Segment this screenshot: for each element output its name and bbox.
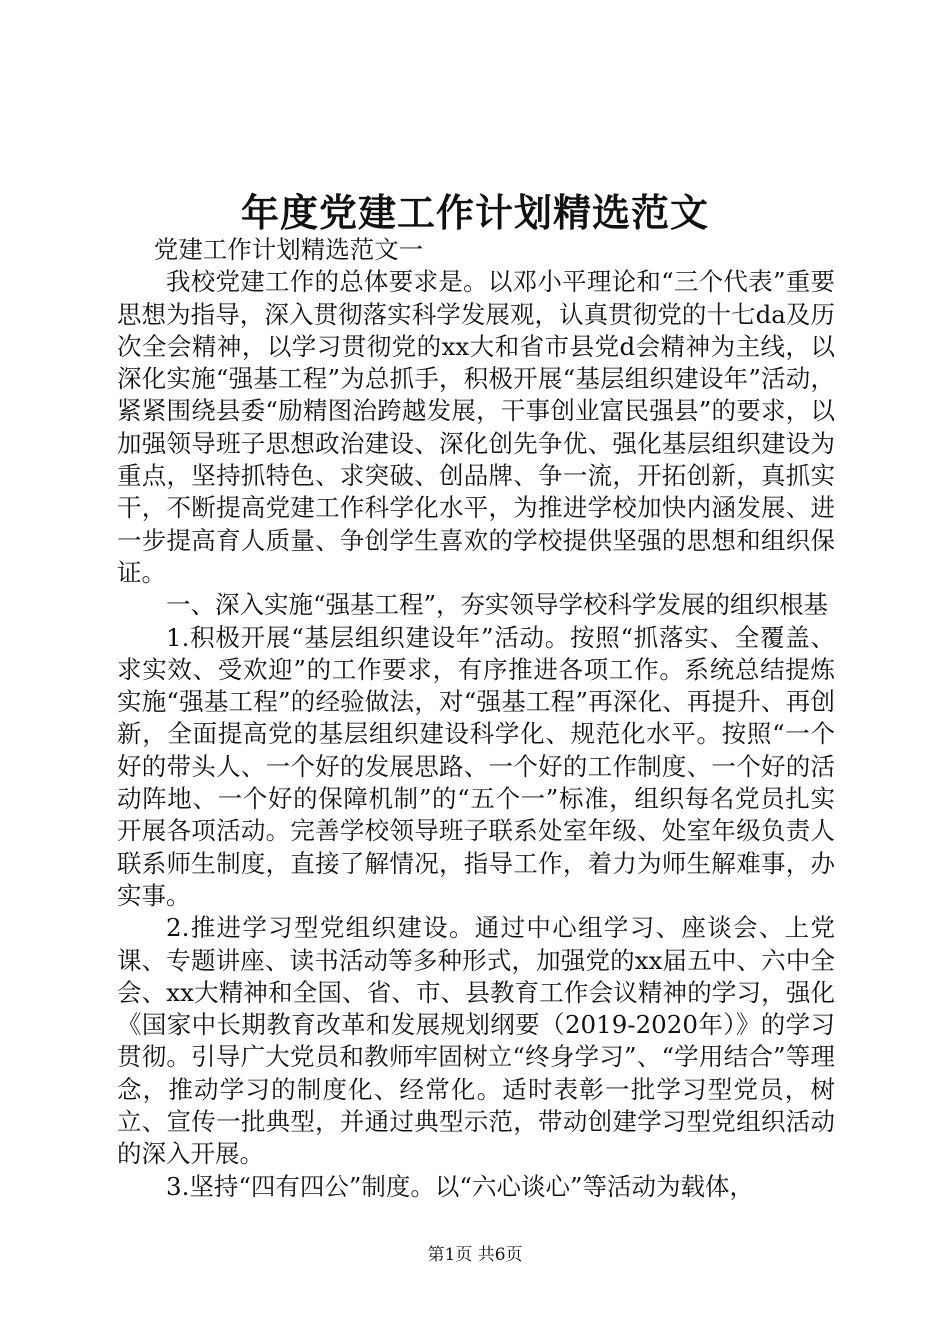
- document-body: [117, 234, 835, 1203]
- paragraph-item-3: 3.坚持“四有四公”制度。以“六心谈心”等活动为载体，: [166, 1171, 754, 1201]
- page-footer: 第1页 共6页: [427, 1245, 523, 1265]
- paragraph-item-2: 2.推进学习型党组织建设。通过中心组学习、座谈会、上党课、专题讲座、读书活动等多种形式，加强党的xx届五中、六中全会、xx大精神和全国、省、市、县教育工作会议精神的学习，强化《国家中长期教育改革和发展规划纲要（2019-2020年）》的学习贯彻。引导广大党员和教师牢固树立“终身学习”、“学用结合”等理念，推动学习的制度化、经常化。适时表彰一批学习型党员，树立、宣传一批典型，并通过典型示范，带动创建学习型党组织活动的深入开展。: [117, 913, 835, 1169]
- paragraph-intro: 我校党建工作的总体要求是。以邓小平理论和“三个代表”重要思想为指导，深入贯彻落实科学发展观，认真贯彻党的十七da及历次全会精神，以学习贯彻党的xx大和省市县党d会精神为主线，以深化实施“强基工程”为总抓手，积极开展“基层组织建设年”活动，紧紧围绕县委“励精图治跨越发展，干事创业富民强县”的要求，以加强领导班子思想政治建设、深化创先争优、强化基层组织建设为重点，坚持抓特色、求突破、创品牌、争一流，开拓创新，真抓实干，不断提高党建工作科学化水平，为推进学校加快内涵发展、进一步提高育人质量、争创学生喜欢的学校提供坚强的思想和组织保证。: [117, 267, 835, 587]
- paragraph-item-1: 1.积极开展“基层组织建设年”活动。按照“抓落实、全覆盖、求实效、受欢迎”的工作要求，有序推进各项工作。系统总结提炼实施“强基工程”的经验做法，对“强基工程”再深化、再提升、再创新，全面提高党的基层组织建设科学化、规范化水平。按照“一个好的带头人、一个好的发展思路、一个好的工作制度、一个好的活动阵地、一个好的保障机制”的“五个一”标准，组织每名党员扎实开展各项活动。完善学校领导班子联系处室年级、处室年级负责人联系师生制度，直接了解情况，指导工作，着力为师生解难事，办实事。: [117, 622, 835, 910]
- document-subtitle: 党建工作计划精选范文一: [153, 235, 424, 264]
- section-heading-1: 一、深入实施“强基工程”，夯实领导学校科学发展的组织根基: [166, 590, 829, 620]
- document-title: 年度党建工作计划精选范文: [240, 190, 709, 235]
